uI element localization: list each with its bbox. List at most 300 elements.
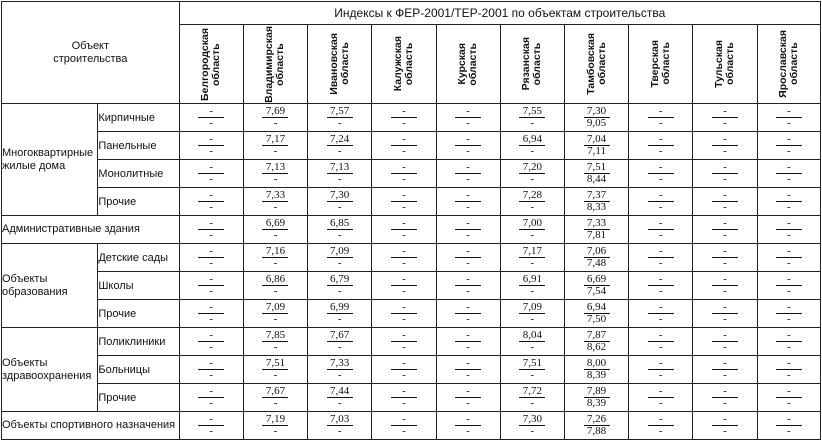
index-denominator: - — [273, 257, 278, 269]
index-fraction — [776, 190, 802, 213]
index-fraction — [648, 358, 674, 381]
index-fraction — [648, 106, 674, 129]
index-denominator: - — [209, 425, 214, 437]
index-fraction — [519, 134, 545, 157]
index-fraction — [262, 414, 288, 437]
index-cell — [693, 160, 757, 188]
object-subtype-label: Детские сады — [98, 244, 179, 272]
index-fraction — [519, 246, 545, 269]
index-numerator: - — [391, 218, 417, 230]
index-fraction — [198, 162, 224, 185]
index-denominator: - — [530, 425, 535, 437]
table-row — [2, 244, 821, 272]
index-fraction — [455, 358, 481, 381]
index-fraction — [519, 358, 545, 381]
index-denominator: - — [273, 117, 278, 129]
index-cell — [372, 300, 436, 328]
index-numerator: - — [198, 218, 224, 230]
index-denominator: - — [209, 145, 214, 157]
index-cell — [179, 356, 243, 384]
index-numerator: 7,72 — [519, 386, 545, 398]
index-numerator: - — [455, 330, 481, 342]
index-denominator: - — [530, 313, 535, 325]
index-cell — [693, 356, 757, 384]
index-fraction — [455, 162, 481, 185]
index-numerator: - — [712, 414, 738, 426]
index-table — [1, 1, 821, 440]
index-numerator: 7,89 — [584, 386, 610, 398]
index-numerator: 6,91 — [519, 274, 545, 286]
index-denominator: - — [273, 397, 278, 409]
index-numerator: - — [648, 274, 674, 286]
index-numerator: - — [391, 302, 417, 314]
index-cell — [243, 384, 307, 412]
object-subtype-label: Поликлиники — [98, 328, 179, 356]
index-numerator: - — [391, 358, 417, 370]
index-cell — [436, 384, 500, 412]
index-fraction — [391, 386, 417, 409]
index-fraction — [648, 414, 674, 437]
index-fraction — [584, 302, 610, 325]
index-cell — [757, 188, 820, 216]
table-row — [2, 188, 821, 216]
index-cell — [243, 216, 307, 244]
index-numerator: 7,04 — [584, 134, 610, 146]
index-fraction — [455, 218, 481, 241]
index-denominator: - — [658, 117, 663, 129]
index-numerator: 7,17 — [262, 134, 288, 146]
object-subtype-label: Больницы — [98, 356, 179, 384]
index-cell — [179, 328, 243, 356]
index-numerator: 6,69 — [584, 274, 610, 286]
index-cell — [308, 356, 372, 384]
index-denominator: - — [530, 117, 535, 129]
index-cell — [243, 272, 307, 300]
index-cell — [308, 132, 372, 160]
index-fraction — [519, 218, 545, 241]
index-cell — [757, 356, 820, 384]
index-denominator: - — [402, 313, 406, 325]
index-numerator: - — [391, 246, 417, 258]
index-fraction — [776, 414, 802, 437]
index-cell — [308, 272, 372, 300]
index-numerator: 7,69 — [262, 106, 288, 118]
index-fraction — [391, 134, 417, 157]
index-cell — [243, 132, 307, 160]
index-numerator: - — [776, 414, 802, 426]
index-denominator: - — [466, 397, 470, 409]
index-denominator: - — [337, 145, 342, 157]
index-cell — [757, 328, 820, 356]
index-cell — [436, 104, 500, 132]
index-denominator: - — [209, 201, 214, 213]
index-numerator: - — [648, 162, 674, 174]
index-cell — [372, 272, 436, 300]
index-numerator: - — [648, 246, 674, 258]
index-denominator: - — [530, 201, 535, 213]
index-cell — [693, 216, 757, 244]
region-header — [564, 25, 628, 104]
index-cell — [693, 384, 757, 412]
index-cell — [436, 244, 500, 272]
index-fraction — [648, 330, 674, 353]
index-numerator: - — [648, 190, 674, 202]
index-numerator: - — [648, 414, 674, 426]
index-cell — [629, 328, 693, 356]
index-cell — [693, 244, 757, 272]
index-fraction — [648, 162, 674, 185]
index-numerator: - — [648, 134, 674, 146]
index-cell — [372, 216, 436, 244]
index-fraction — [391, 274, 417, 297]
index-cell — [308, 216, 372, 244]
index-fraction — [327, 386, 353, 409]
index-numerator: - — [198, 302, 224, 314]
index-denominator: - — [209, 313, 214, 325]
table-title — [179, 2, 820, 25]
index-numerator: - — [776, 274, 802, 286]
index-cell — [500, 160, 564, 188]
index-numerator: 7,30 — [327, 190, 353, 202]
region-label: Курская область — [456, 42, 480, 86]
table-row — [2, 160, 821, 188]
index-cell — [693, 188, 757, 216]
index-fraction — [584, 162, 610, 185]
index-numerator: 7,09 — [519, 302, 545, 314]
index-cell — [308, 328, 372, 356]
index-denominator: - — [786, 201, 791, 213]
index-numerator: 6,85 — [327, 218, 353, 230]
index-cell — [564, 328, 628, 356]
object-subtype-label: Монолитные — [98, 160, 179, 188]
index-numerator: - — [712, 106, 738, 118]
index-denominator: 7,88 — [586, 425, 607, 437]
index-numerator: 7,09 — [262, 302, 288, 314]
index-cell — [243, 300, 307, 328]
index-fraction — [327, 218, 353, 241]
index-denominator: 8,39 — [586, 369, 607, 381]
index-numerator: - — [198, 386, 224, 398]
index-denominator: - — [402, 285, 406, 297]
index-fraction — [455, 330, 481, 353]
index-cell — [564, 160, 628, 188]
index-cell — [308, 384, 372, 412]
index-fraction — [262, 386, 288, 409]
index-numerator: - — [776, 246, 802, 258]
index-cell — [500, 244, 564, 272]
index-numerator: 7,67 — [327, 330, 353, 342]
index-fraction — [455, 386, 481, 409]
index-fraction — [198, 134, 224, 157]
index-fraction — [262, 106, 288, 129]
index-cell — [308, 104, 372, 132]
index-fraction — [455, 274, 481, 297]
index-fraction — [455, 246, 481, 269]
index-fraction — [584, 358, 610, 381]
index-fraction — [327, 106, 353, 129]
index-numerator: 7,24 — [327, 134, 353, 146]
table-row — [2, 132, 821, 160]
object-group-label: Административные здания — [2, 216, 180, 244]
index-cell — [243, 356, 307, 384]
index-fraction — [391, 246, 417, 269]
index-fraction — [391, 302, 417, 325]
index-fraction — [198, 190, 224, 213]
index-cell — [757, 272, 820, 300]
index-fraction — [391, 358, 417, 381]
index-fraction — [648, 246, 674, 269]
index-numerator: - — [648, 330, 674, 342]
index-denominator: - — [466, 229, 470, 241]
region-label: Белгородская область — [199, 27, 223, 101]
index-numerator: - — [712, 190, 738, 202]
index-cell — [500, 132, 564, 160]
index-denominator: - — [530, 397, 535, 409]
index-denominator: - — [402, 201, 406, 213]
index-cell — [500, 188, 564, 216]
index-cell — [436, 132, 500, 160]
index-numerator: 7,03 — [327, 414, 353, 426]
index-fraction — [519, 190, 545, 213]
index-denominator: - — [723, 369, 727, 381]
index-numerator: - — [391, 134, 417, 146]
index-numerator: - — [648, 218, 674, 230]
index-fraction — [327, 134, 353, 157]
index-fraction — [776, 274, 802, 297]
table-row — [2, 272, 821, 300]
index-denominator: 8,44 — [586, 173, 607, 185]
index-denominator: - — [723, 397, 727, 409]
index-fraction — [455, 134, 481, 157]
index-cell — [436, 300, 500, 328]
index-cell — [757, 132, 820, 160]
index-denominator: - — [337, 285, 342, 297]
index-fraction — [712, 134, 738, 157]
index-cell — [372, 244, 436, 272]
index-denominator: - — [466, 285, 470, 297]
index-numerator: - — [455, 274, 481, 286]
index-fraction — [455, 414, 481, 437]
index-denominator: - — [723, 313, 727, 325]
index-numerator: 7,20 — [519, 162, 545, 174]
region-label: Рязанская область — [520, 37, 544, 91]
table-row — [2, 356, 821, 384]
index-numerator: - — [455, 414, 481, 426]
index-cell — [243, 244, 307, 272]
region-header — [436, 25, 500, 104]
index-fraction — [519, 414, 545, 437]
index-denominator: 7,54 — [586, 285, 607, 297]
index-fraction — [776, 358, 802, 381]
index-cell — [372, 104, 436, 132]
index-numerator: 7,17 — [519, 246, 545, 258]
index-cell — [500, 384, 564, 412]
index-denominator: - — [337, 397, 342, 409]
object-header — [2, 2, 180, 104]
index-denominator: - — [402, 229, 406, 241]
index-cell — [693, 272, 757, 300]
index-cell — [243, 160, 307, 188]
index-numerator: 7,16 — [262, 246, 288, 258]
index-denominator: - — [466, 201, 470, 213]
index-cell — [179, 132, 243, 160]
object-subtype-label: Панельные — [98, 132, 179, 160]
index-numerator: 7,26 — [584, 414, 610, 426]
index-cell — [372, 356, 436, 384]
object-group-label: Многоквартирные жилые дома — [2, 104, 98, 216]
index-fraction — [712, 330, 738, 353]
index-numerator: - — [776, 302, 802, 314]
region-header — [372, 25, 436, 104]
index-numerator: - — [455, 106, 481, 118]
index-fraction — [519, 302, 545, 325]
index-cell — [308, 300, 372, 328]
index-denominator: - — [337, 201, 342, 213]
index-fraction — [584, 274, 610, 297]
index-cell — [179, 412, 243, 440]
index-cell — [500, 104, 564, 132]
index-denominator: - — [658, 173, 663, 185]
index-numerator: - — [712, 162, 738, 174]
index-denominator: - — [466, 117, 470, 129]
index-cell — [629, 244, 693, 272]
region-label: Тамбовская область — [584, 33, 608, 95]
index-denominator: - — [337, 257, 342, 269]
index-numerator: 7,85 — [262, 330, 288, 342]
index-fraction — [262, 134, 288, 157]
index-denominator: - — [723, 285, 727, 297]
index-numerator: - — [776, 190, 802, 202]
index-denominator: 8,62 — [586, 341, 607, 353]
index-fraction — [519, 162, 545, 185]
index-denominator: 7,48 — [586, 257, 607, 269]
index-numerator: 8,00 — [584, 358, 610, 370]
index-denominator: - — [530, 341, 535, 353]
region-header — [693, 25, 757, 104]
index-denominator: - — [786, 313, 791, 325]
index-numerator: - — [198, 274, 224, 286]
index-cell — [564, 300, 628, 328]
index-cell — [308, 188, 372, 216]
table-row — [2, 216, 821, 244]
index-fraction — [584, 190, 610, 213]
index-denominator: - — [786, 229, 791, 241]
index-cell — [564, 104, 628, 132]
index-cell — [179, 272, 243, 300]
index-denominator: - — [337, 229, 342, 241]
index-fraction — [712, 414, 738, 437]
index-denominator: - — [786, 145, 791, 157]
index-denominator: - — [658, 397, 663, 409]
index-numerator: - — [391, 386, 417, 398]
index-numerator: 6,69 — [262, 218, 288, 230]
index-numerator: - — [712, 330, 738, 342]
index-numerator: 7,30 — [519, 414, 545, 426]
index-denominator: - — [786, 173, 791, 185]
index-fraction — [391, 106, 417, 129]
index-denominator: - — [530, 173, 535, 185]
index-cell — [500, 328, 564, 356]
index-denominator: - — [402, 369, 406, 381]
index-numerator: - — [455, 134, 481, 146]
index-cell — [308, 244, 372, 272]
index-denominator: - — [273, 425, 278, 437]
index-numerator: 7,55 — [519, 106, 545, 118]
index-numerator: 6,79 — [327, 274, 353, 286]
index-fraction — [648, 274, 674, 297]
index-fraction — [198, 414, 224, 437]
index-fraction — [262, 190, 288, 213]
index-numerator: - — [712, 302, 738, 314]
index-numerator: 7,67 — [262, 386, 288, 398]
index-fraction — [776, 134, 802, 157]
index-denominator: - — [209, 341, 214, 353]
region-label: Тульская область — [712, 40, 736, 88]
index-fraction — [198, 274, 224, 297]
index-fraction — [584, 386, 610, 409]
index-fraction — [776, 106, 802, 129]
index-fraction — [198, 358, 224, 381]
index-numerator: - — [198, 106, 224, 118]
index-fraction — [391, 218, 417, 241]
index-cell — [629, 132, 693, 160]
index-fraction — [327, 190, 353, 213]
index-cell — [693, 132, 757, 160]
index-cell — [436, 412, 500, 440]
index-denominator: - — [209, 117, 214, 129]
index-fraction — [391, 414, 417, 437]
region-header — [308, 25, 372, 104]
index-numerator: 6,94 — [519, 134, 545, 146]
index-cell — [564, 188, 628, 216]
index-numerator: - — [776, 218, 802, 230]
index-denominator: - — [658, 257, 663, 269]
index-numerator: 7,06 — [584, 246, 610, 258]
index-fraction — [262, 246, 288, 269]
index-denominator: - — [723, 257, 727, 269]
index-cell — [372, 160, 436, 188]
index-cell — [757, 160, 820, 188]
index-numerator: - — [391, 106, 417, 118]
object-group-label: Объекты здравоохранения — [2, 328, 98, 412]
index-numerator: - — [648, 358, 674, 370]
index-numerator: 7,44 — [327, 386, 353, 398]
index-fraction — [712, 218, 738, 241]
index-numerator: 6,86 — [262, 274, 288, 286]
index-fraction — [262, 358, 288, 381]
index-denominator: - — [658, 229, 663, 241]
index-denominator: - — [402, 257, 406, 269]
index-cell — [564, 412, 628, 440]
object-group-label: Объекты спортивного назначения — [2, 412, 180, 440]
index-denominator: 8,33 — [586, 201, 607, 213]
index-cell — [693, 300, 757, 328]
index-cell — [436, 356, 500, 384]
index-denominator: - — [723, 341, 727, 353]
index-denominator: - — [273, 369, 278, 381]
index-cell — [243, 188, 307, 216]
index-fraction — [391, 162, 417, 185]
index-cell — [436, 216, 500, 244]
index-numerator: - — [455, 218, 481, 230]
index-cell — [436, 328, 500, 356]
index-denominator: - — [723, 425, 727, 437]
index-cell — [436, 272, 500, 300]
index-numerator: - — [455, 358, 481, 370]
index-denominator: - — [337, 369, 342, 381]
index-cell — [500, 216, 564, 244]
index-numerator: 7,51 — [262, 358, 288, 370]
